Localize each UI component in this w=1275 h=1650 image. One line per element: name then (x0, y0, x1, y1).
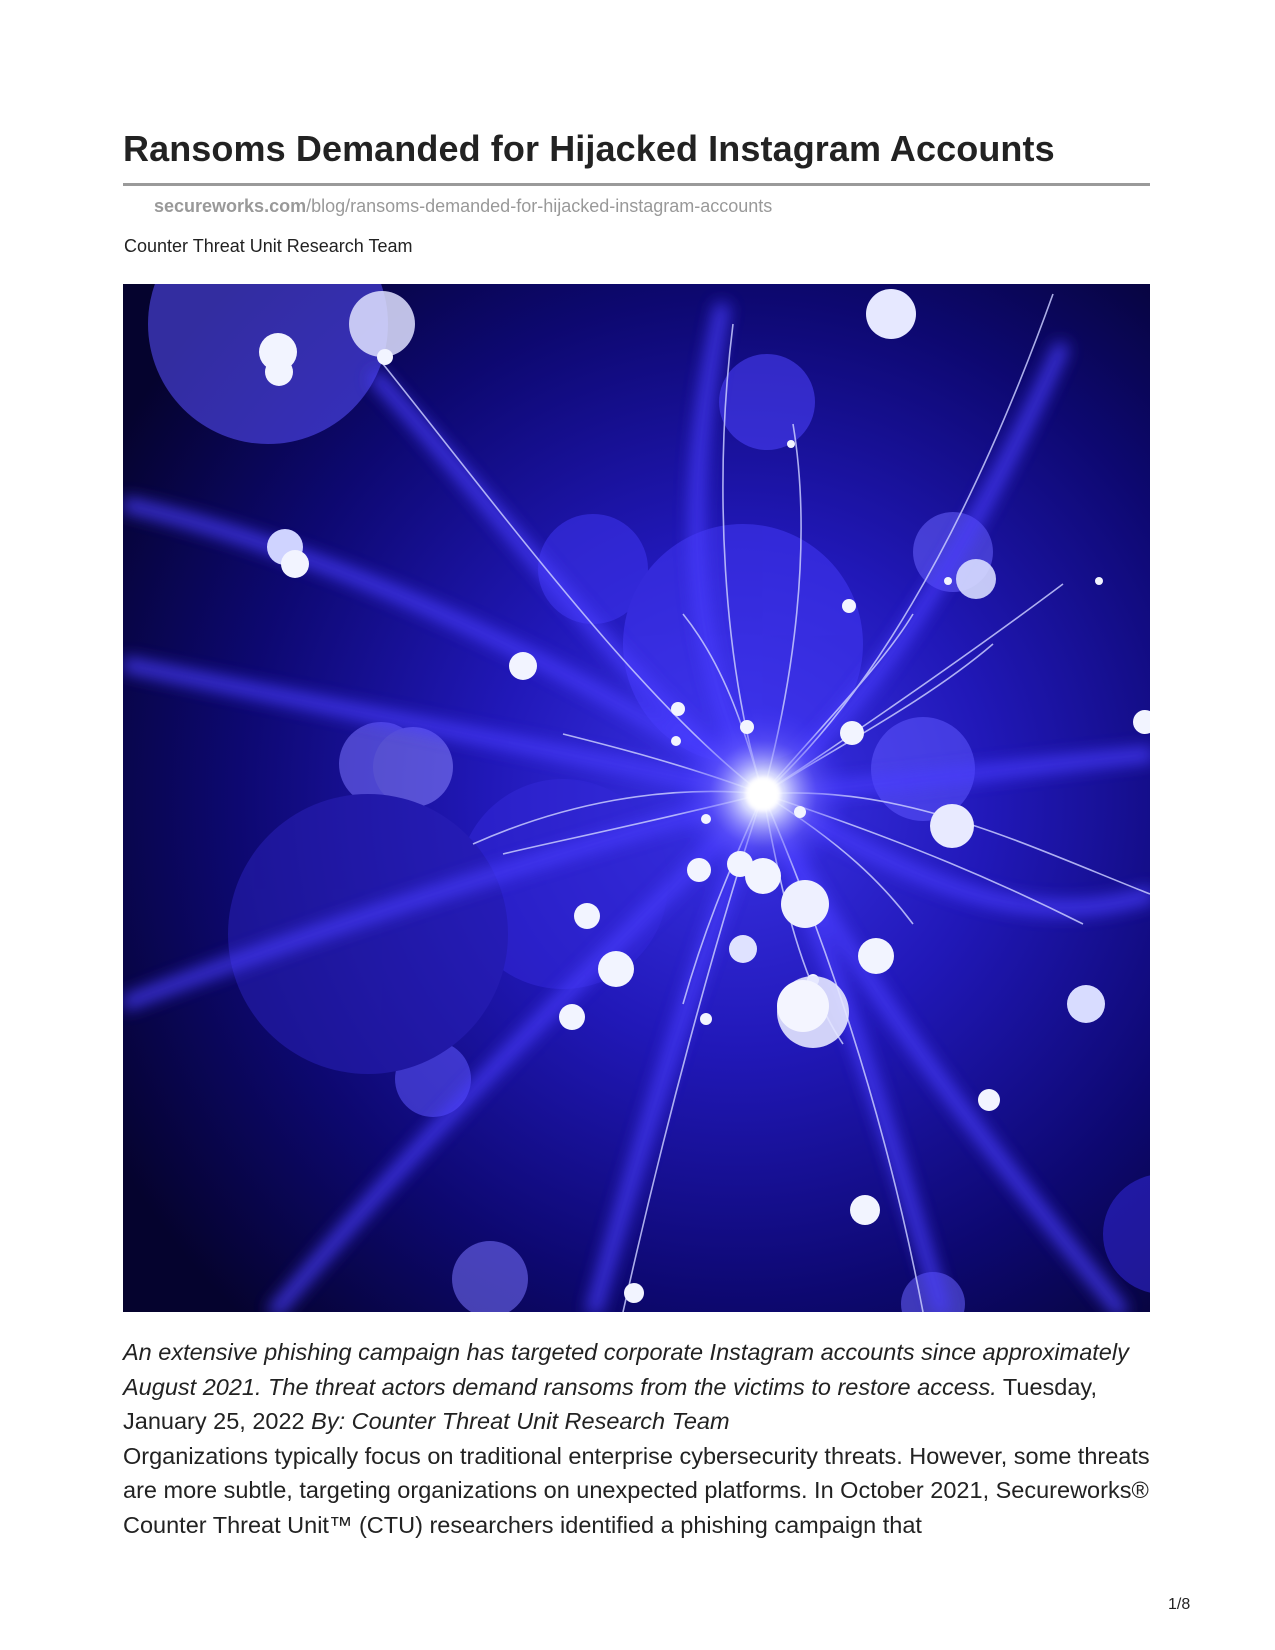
article-paragraph: Organizations typically focus on traditional enterprise cybersecurity threats. However, some threats are more subtle, targeting organizations on unexpected platforms. In October 2021, Secureworks® Counter Threat Unit™ (CTU) researchers identified a phishing campaign that (123, 1442, 1150, 1538)
source-url[interactable] (154, 196, 772, 217)
hero-image (123, 284, 1150, 1312)
source-path: /blog/ransoms-demanded-for-hijacked-instagram-accounts (306, 196, 773, 216)
source-domain: secureworks.com (154, 196, 307, 216)
title-divider (123, 183, 1150, 186)
author-line: Counter Threat Unit Research Team (124, 236, 413, 256)
page-title: Ransoms Demanded for Hijacked Instagram Accounts (123, 128, 1055, 169)
article-body (123, 1335, 1150, 1542)
page-number: 1/8 (1168, 1596, 1191, 1613)
article-date: Tuesday, January 25, 2022 (123, 1373, 1097, 1434)
article-byline: By: Counter Threat Unit Research Team (311, 1408, 730, 1434)
article-lede: An extensive phishing campaign has targeted corporate Instagram accounts since approximately August 2021. The threat actors demand ransoms from the victims to restore access. (123, 1339, 1129, 1400)
abstract-neuron-network-image (123, 284, 1150, 1312)
